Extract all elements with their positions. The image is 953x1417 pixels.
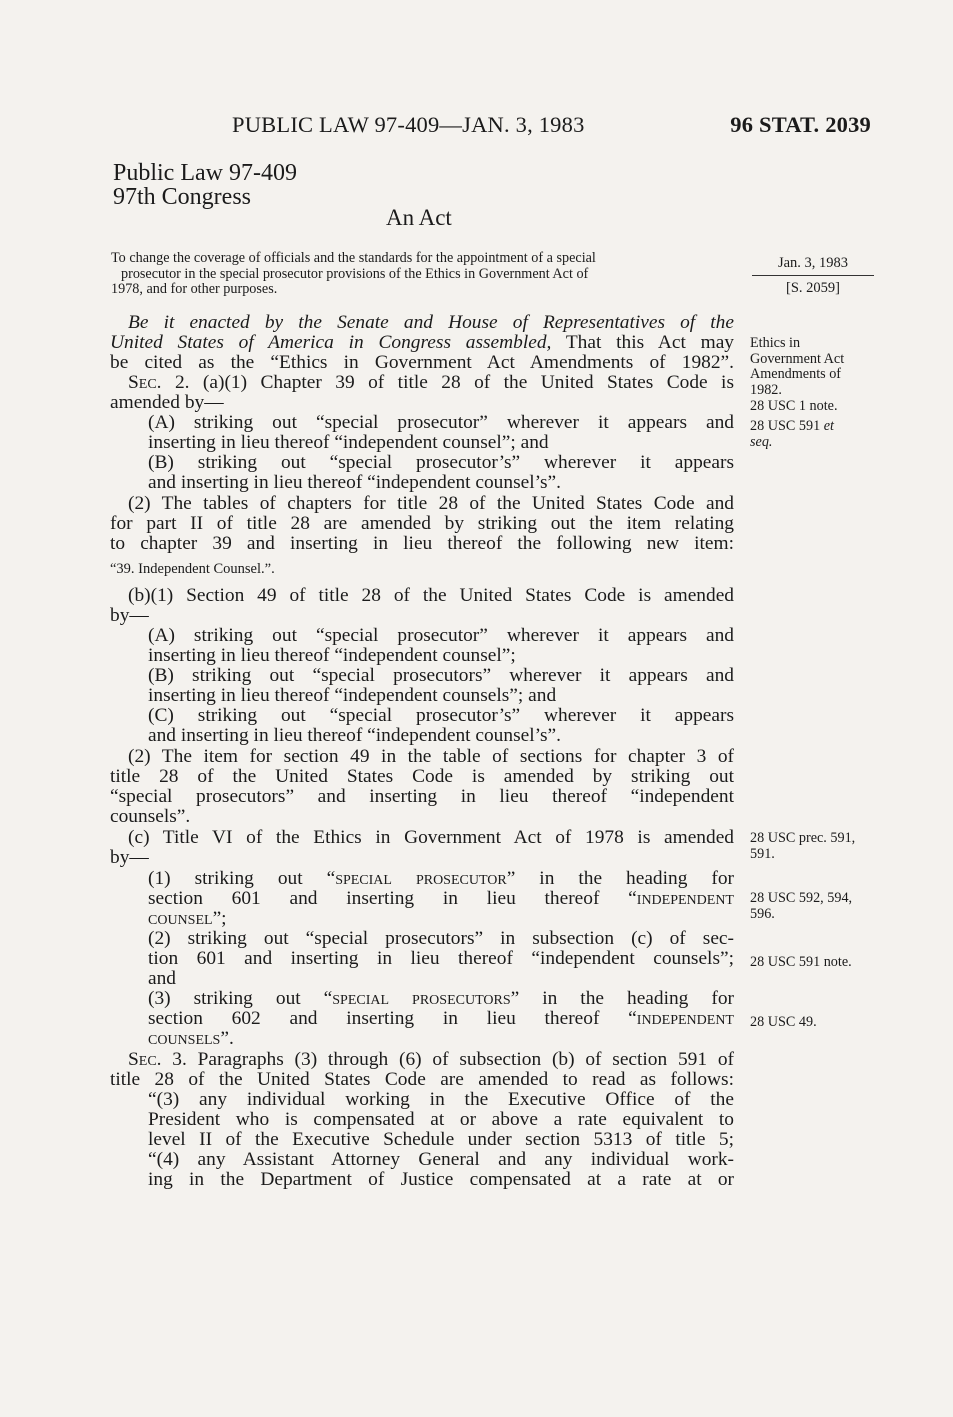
paragraph-line: title 28 of the United States Code is amended by striking out <box>110 766 734 787</box>
margin-note-line: Ethics in <box>750 335 801 351</box>
clause-line: section 602 and inserting in lieu thereof “independent <box>148 1008 734 1029</box>
purpose-statement <box>111 251 741 298</box>
paragraph-line: to chapter 39 and inserting in lieu thereof the following new item: <box>110 533 734 554</box>
quoted-paragraph-line: President who is compensated at or above a rate equivalent to <box>148 1109 734 1130</box>
new-chapter-item: “39. Independent Counsel.”. <box>110 561 275 577</box>
purpose-line: To change the coverage of officials and the standards for the appointment of a special <box>111 250 596 266</box>
clause-line: (1) striking out “special prosecutor” in the heading for <box>148 868 734 889</box>
paragraph-line: (2) The item for section 49 in the table of sections for chapter 3 of <box>128 746 734 767</box>
margin-note-line: 28 USC 1 note. <box>750 398 838 414</box>
section-3-line: title 28 of the United States Code are amended to read as follows: <box>110 1069 734 1090</box>
purpose-line: 1978, and for other purposes. <box>111 281 278 297</box>
clause-line: and inserting in lieu thereof “independent counsel’s”. <box>148 472 561 493</box>
paragraph-line: (2) The tables of chapters for title 28 of the United States Code and <box>128 493 734 514</box>
section-2-line: amended by— <box>110 392 224 413</box>
margin-date-block <box>752 255 874 297</box>
margin-note-line: seq. <box>750 433 773 450</box>
page-citation: 96 STAT. 2039 <box>730 112 871 137</box>
clause-line: section 601 and inserting in lieu thereof “independent <box>148 888 734 909</box>
clause-line: (B) striking out “special prosecutor’s” wherever it appears <box>148 452 734 473</box>
margin-note-short-title <box>750 336 890 398</box>
quoted-paragraph-line: level II of the Executive Schedule under section 5313 of title 5; <box>148 1129 734 1150</box>
enacting-clause-line: United States of America in Congress assembled, That this Act may <box>110 332 735 353</box>
margin-note-line: 591. <box>750 845 775 862</box>
margin-note-line: 28 USC prec. 591, <box>750 830 856 846</box>
subsection-b-line: (b)(1) Section 49 of title 28 of the United States Code is amended <box>128 585 734 606</box>
act-heading: An Act <box>386 205 452 230</box>
enacting-clause-line: be cited as the “Ethics in Government Act Amendments of 1982”. <box>110 352 734 373</box>
margin-note-line: Government Act <box>750 350 845 367</box>
margin-note-line: 28 USC 591 note. <box>750 954 852 970</box>
clause-line: (B) striking out “special prosecutors” wherever it appears and <box>148 665 734 686</box>
clause-line: and inserting in lieu thereof “independent counsel’s”. <box>148 725 561 746</box>
paragraph-line: for part II of title 28 are amended by striking out the item relating <box>110 513 734 534</box>
section-3-line: Sec. 3. Paragraphs (3) through (6) of subsection (b) of section 591 of <box>128 1049 734 1070</box>
clause-line: inserting in lieu thereof “independent counsel”; and <box>148 432 549 453</box>
subsection-c-line: (c) Title VI of the Ethics in Government Act of 1978 is amended <box>128 827 734 848</box>
subsection-b-line: by— <box>110 605 149 626</box>
enacting-clause-line: Be it enacted by the Senate and House of Representatives of the <box>128 312 734 333</box>
section-2-line: Sec. 2. (a)(1) Chapter 39 of title 28 of the United States Code is <box>128 372 734 393</box>
margin-note-usc-591 <box>750 419 890 450</box>
clause-line: inserting in lieu thereof “independent counsels”; and <box>148 685 557 706</box>
clause-line: counsel”; <box>148 908 227 929</box>
clause-line: and <box>148 968 176 989</box>
quoted-paragraph-line: “(4) any Assistant Attorney General and any individual work- <box>148 1149 734 1170</box>
congress: 97th Congress <box>113 184 251 210</box>
margin-note-line: 28 USC 49. <box>750 1014 817 1030</box>
margin-note-usc-prec-591 <box>750 831 890 862</box>
running-head-title: PUBLIC LAW 97-409—JAN. 3, 1983 <box>232 112 585 137</box>
subsection-c-line: by— <box>110 847 149 868</box>
paragraph-line: counsels”. <box>110 806 191 827</box>
margin-note-line: 28 USC 592, 594, <box>750 890 853 906</box>
margin-note-usc-592 <box>750 891 890 922</box>
clause-line: (3) striking out “special prosecutors” in the heading for <box>148 988 734 1009</box>
clause-line: tion 601 and inserting in lieu thereof “independent counsels”; <box>148 948 734 969</box>
clause-line: (A) striking out “special prosecutor” wherever it appears and <box>148 412 734 433</box>
bill-number: [S. 2059] <box>786 280 840 296</box>
margin-note-line: 1982. <box>750 381 782 398</box>
margin-note-usc-591-note <box>750 955 890 971</box>
law-number: Public Law 97-409 <box>113 160 297 186</box>
enactment-date: Jan. 3, 1983 <box>752 255 874 276</box>
clause-line: (A) striking out “special prosecutor” wherever it appears and <box>148 625 734 646</box>
purpose-line: prosecutor in the special prosecutor provisions of the Ethics in Government Act of <box>121 265 589 282</box>
margin-note-line: Amendments of <box>750 366 842 382</box>
clause-line: counsels”. <box>148 1028 234 1049</box>
paragraph-line: “special prosecutors” and inserting in lieu thereof “independent <box>110 786 734 807</box>
quoted-paragraph-line: ing in the Department of Justice compensated at a rate at or <box>148 1169 734 1190</box>
margin-note-line: 596. <box>750 905 775 922</box>
clause-line: (2) striking out “special prosecutors” in subsection (c) of sec- <box>148 928 734 949</box>
clause-line: inserting in lieu thereof “independent counsel”; <box>148 645 516 666</box>
clause-line: (C) striking out “special prosecutor’s” wherever it appears <box>148 705 734 726</box>
quoted-paragraph-line: “(3) any individual working in the Executive Office of the <box>148 1089 734 1110</box>
margin-note-line: 28 USC 591 et <box>750 418 834 434</box>
margin-note-usc-49 <box>750 1015 890 1031</box>
margin-note-usc-1 <box>750 399 890 415</box>
